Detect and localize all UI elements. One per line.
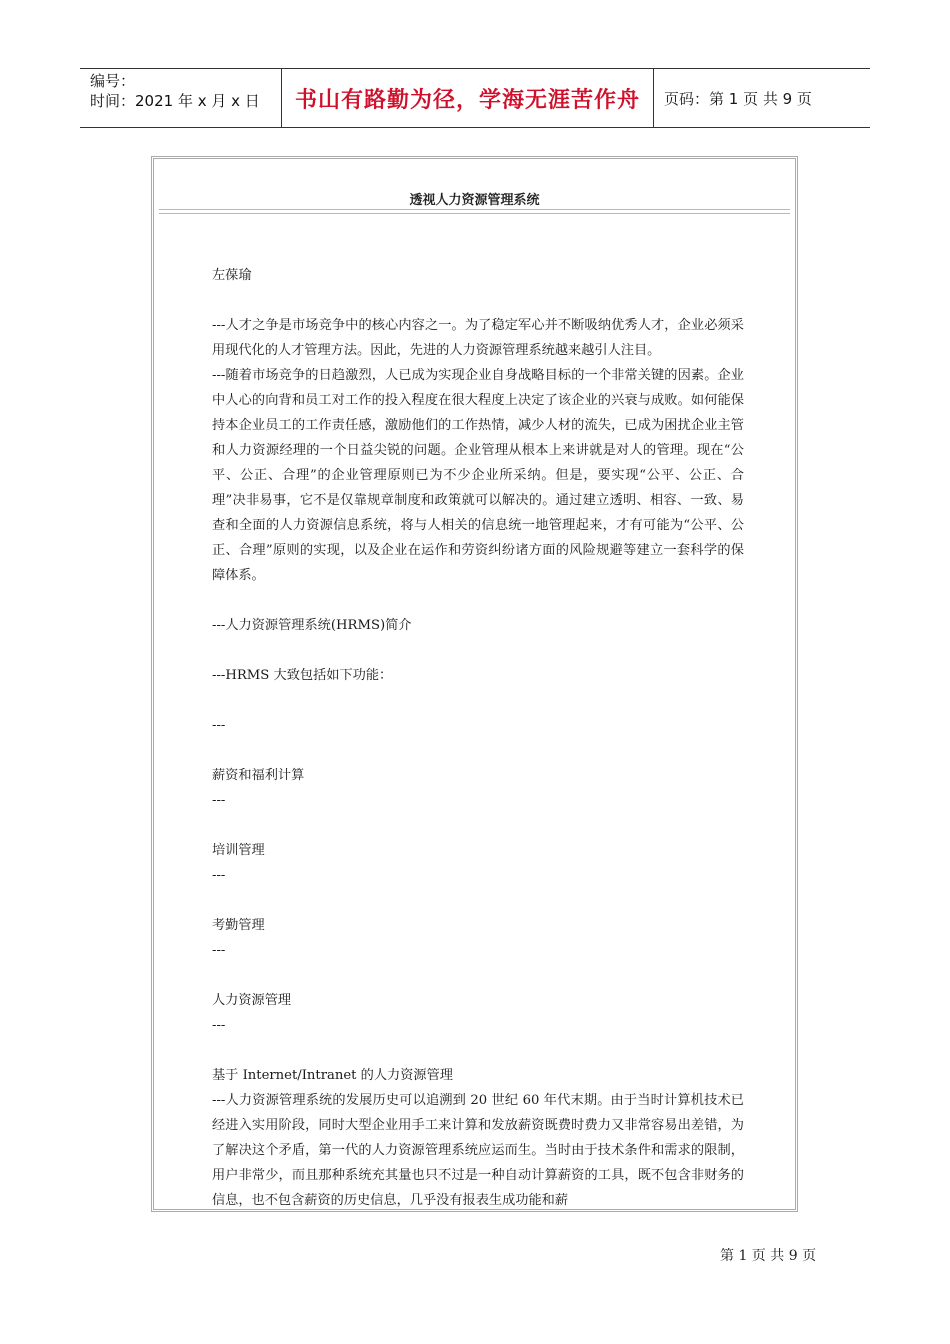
dash-marker: --- xyxy=(212,718,226,733)
function-item: 培训管理 xyxy=(212,843,265,858)
function-item: 薪资和福利计算 xyxy=(212,768,305,783)
dash-marker: --- xyxy=(212,793,226,808)
functions-intro: ---HRMS 大致包括如下功能： xyxy=(212,668,393,683)
dash-marker: --- xyxy=(212,943,226,958)
article-frame xyxy=(151,156,798,1212)
header-motto: 书山有路勤为径，学海无涯苦作舟 xyxy=(281,69,654,127)
author-name: 左葆瑜 xyxy=(212,268,252,283)
page-footer: 第 1 页 共 9 页 xyxy=(720,1248,817,1264)
dash-marker: --- xyxy=(212,868,226,883)
paragraph: ---人才之争是市场竞争中的核心内容之一。为了稳定军心并不断吸纳优秀人才，企业必须采用现代化的人才管理方法。因此，先进的人力资源管理系统越来越引人注目。 xyxy=(212,318,744,358)
paragraph: ---人力资源管理系统的发展历史可以追溯到 20 世纪 60 年代末期。由于当时计算机技术已经进入实用阶段，同时大型企业用手工来计算和发放薪资既费时费力又非常容易出差错，为了解决这个矛盾，第一代的人力资源管理系统应运而生。当时由于技术条件和需求的限制，用户非常少，而且那种系统充其量也只不过是一种自动计算薪资的工具，既不包含非财务的信息，也不包含薪资的历史信息，几乎没有报表生成功能和薪 xyxy=(212,1093,744,1208)
function-item: 考勤管理 xyxy=(212,918,265,933)
header-page-info: 页码：第 1 页 共 9 页 xyxy=(664,89,812,108)
section-heading: ---人力资源管理系统(HRMS)简介 xyxy=(212,618,412,633)
header-meta xyxy=(80,69,281,127)
dash-marker: --- xyxy=(212,1018,226,1033)
article-body xyxy=(212,263,744,1212)
title-divider xyxy=(159,209,790,214)
page-header xyxy=(80,68,870,128)
article-title: 透视人力资源管理系统 xyxy=(409,193,540,208)
document-date-label: 时间：2021 年 x 月 x 日 xyxy=(90,92,260,110)
document-number-label: 编号： xyxy=(90,72,136,90)
function-item: 基于 Internet/Intranet 的人力资源管理 xyxy=(212,1068,453,1083)
function-item: 人力资源管理 xyxy=(212,993,292,1008)
paragraph: ---随着市场竞争的日趋激烈，人已成为实现企业自身战略目标的一个非常关键的因素。企业中人心的向背和员工对工作的投入程度在很大程度上决定了该企业的兴衰与成败。如何能保持本企业员工的工作责任感，激励他们的工作热情，减少人材的流失，已成为困扰企业主管和人力资源经理的一个日益尖锐的问题。企业管理从根本上来讲就是对人的管理。现在“公平、公正、合理”的企业管理原则已为不少企业所采纳。但是，要实现“公平、公正、合理”决非易事，它不是仅靠规章制度和政策就可以解决的。通过建立透明、相容、一致、易查和全面的人力资源信息系统，将与人相关的信息统一地管理起来，才有可能为“公平、公正、合理”原则的实现，以及企业在运作和劳资纠纷诸方面的风险规避等建立一套科学的保障体系。 xyxy=(212,368,744,583)
